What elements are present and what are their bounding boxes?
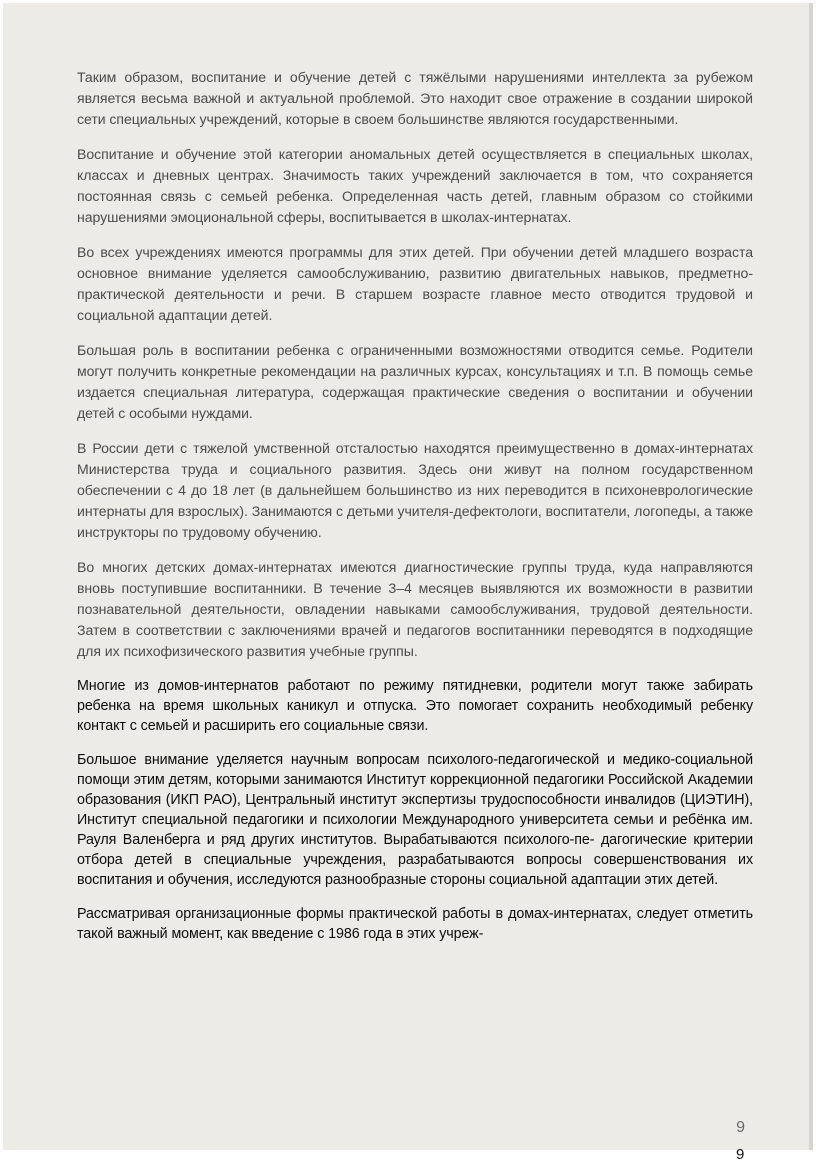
- book-page: [3, 3, 813, 1150]
- ocr-paragraph-1: Многие из домов-интернатов работают по режиму пятидневки, родители могут также забирать ребенка на время школьных каникул и отпуска. Это помогает сохранить необходимый ребенку контакт с семьей и расширить его социальные связи.: [77, 678, 753, 734]
- scanned-page-number: 9: [736, 1119, 745, 1136]
- ocr-paragraph-3: Рассматривая организационные формы практической работы в домах-интернатах, следует отметить такой важный момент, как введение с 1986 года в этих учреж-: [77, 906, 753, 942]
- paragraph-5: В России дети с тяжелой умственной отсталостью находятся преимущественно в домах-интернатах Министерства труда и социального развития. Здесь они живут на полном государственном обеспечении с 4 до 18 лет (в дальнейшем большинство из них переводится в психоневрологические интернаты для взрослых). Занимаются с детьми учителя-дефектологи, воспитатели, логопеды, а также инструкторы по трудовому обучению.: [77, 440, 753, 540]
- paragraph-3: Во всех учреждениях имеются программы для этих детей. При обучении детей младшего возраста основное внимание уделяется самообслуживанию, развитию двигательных навыков, предметно-практической деятельности и речи. В старшем возрасте главное место отводится трудовой и социальной адаптации детей.: [77, 244, 753, 323]
- page-number: 9: [736, 1146, 745, 1163]
- ocr-paragraph-2: Большое внимание уделяется научным вопросам психолого-педагогической и медико-социальной помощи этим детям, которыми занимаются Институт коррекционной педагогики Российской Академии образования (ИКП РАО), Центральный институт экспертизы трудоспособности инвалидов (ЦИЭТИН), Институт специальной педагогики и психологии Международного университета семьи и ребёнка им. Рауля Валенберга и ряд других институтов. Вырабатываются психолого-пе- дагогические критерии отбора детей в специальные учреждения, разрабатываются вопросы совершенствования их воспитания и обучения, исследуются разнообразные стороны социальной адаптации этих детей.: [77, 752, 753, 888]
- page-text: [77, 67, 753, 958]
- paragraph-6: Во многих детских домах-интернатах имеются диагностические группы труда, куда направляются вновь поступившие воспитанники. В течение 3–4 месяцев выявляются их возможности в развитии познавательной деятельности, овладении навыками самообслуживания, трудовой деятельности. Затем в соответствии с заключениями врачей и педагогов воспитанники переводятся в подходящие для их психофизического развития учебные группы.: [77, 559, 753, 659]
- paragraph-1: Таким образом, воспитание и обучение детей с тяжёлыми нарушениями интеллекта за рубежом является весьма важной и актуальной проблемой. Это находит свое отражение в создании широкой сети специальных учреждений, которые в своем большинстве являются государственными.: [77, 69, 753, 127]
- paragraph-2: Воспитание и обучение этой категории аномальных детей осуществляется в специальных школах, классах и дневных центрах. Значимость таких учреждений заключается в том, что сохраняется постоянная связь с семьей ребенка. Определенная часть детей, главным образом со стойкими нарушениями эмоциональной сферы, воспитывается в школах-интернатах.: [77, 146, 753, 225]
- paragraph-4: Большая роль в воспитании ребенка с ограниченными возможностями отводится семье. Родители могут получить конкретные рекомендации на различных курсах, консультациях и т.п. В помощь семье издается специальная литература, содержащая практические сведения о воспитании и обучении детей с особыми нуждами.: [77, 342, 753, 421]
